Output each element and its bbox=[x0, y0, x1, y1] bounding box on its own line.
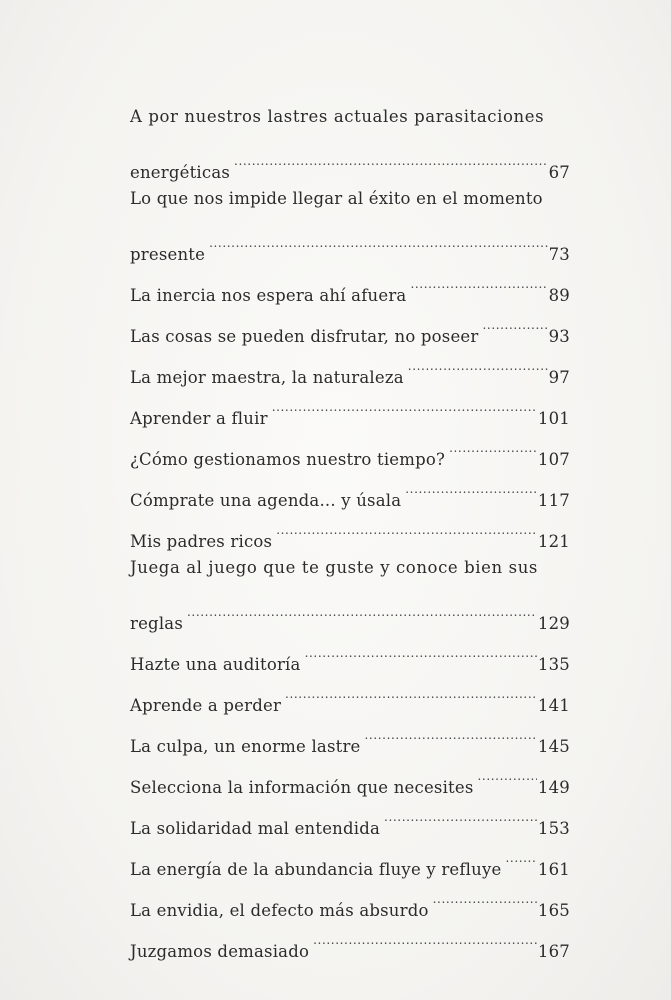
dot-leader bbox=[384, 793, 537, 834]
toc-entry-page: 135 bbox=[537, 655, 570, 674]
toc-entry-title: La inercia nos espera ahí afuera bbox=[130, 286, 407, 305]
toc-entry-page: 121 bbox=[537, 532, 570, 551]
toc-entry-page: 141 bbox=[537, 696, 570, 715]
dot-leader bbox=[408, 342, 548, 383]
toc-entry-title: Mis padres ricos bbox=[130, 532, 273, 551]
dot-leader bbox=[410, 260, 547, 301]
toc-entry-page: 149 bbox=[537, 778, 570, 797]
dot-leader bbox=[272, 383, 537, 424]
toc-entry-page: 107 bbox=[537, 450, 570, 469]
toc-entry-page: 67 bbox=[548, 163, 570, 182]
dot-leader bbox=[505, 834, 536, 875]
toc-entry-page: 153 bbox=[537, 819, 570, 838]
toc-entry bbox=[130, 629, 570, 674]
toc-entry-title: Selecciona la información que necesites bbox=[130, 778, 474, 797]
dot-leader bbox=[449, 424, 537, 465]
toc-entry-title: Aprende a perder bbox=[130, 696, 282, 715]
dot-leader bbox=[313, 916, 537, 957]
dot-leader bbox=[305, 629, 537, 670]
toc-entry-page: 73 bbox=[548, 245, 570, 264]
toc-entry-page: 93 bbox=[548, 327, 570, 346]
dot-leader bbox=[209, 219, 548, 260]
toc-entry bbox=[130, 178, 570, 264]
toc-entry-title: Las cosas se pueden disfrutar, no poseer bbox=[130, 327, 479, 346]
toc-entry-title-line-2: energéticas bbox=[130, 163, 231, 182]
dot-leader bbox=[276, 506, 537, 547]
toc-entry-page: 117 bbox=[537, 491, 570, 510]
dot-leader bbox=[482, 301, 547, 342]
dot-leader bbox=[187, 588, 537, 629]
dot-leader bbox=[405, 465, 537, 506]
toc-entry-page: 167 bbox=[537, 942, 570, 961]
toc-entry-page: 129 bbox=[537, 614, 570, 633]
toc-entry-page: 97 bbox=[548, 368, 570, 387]
toc-entry-title: ¿Cómo gestionamos nuestro tiempo? bbox=[130, 450, 446, 469]
toc-entry-title: La solidaridad mal entendida bbox=[130, 819, 381, 838]
toc-entry-page: 89 bbox=[548, 286, 570, 305]
toc-entry-title: Aprender a fluir bbox=[130, 409, 268, 428]
toc-entry-title: La envidia, el defecto más absurdo bbox=[130, 901, 429, 920]
dot-leader bbox=[478, 752, 537, 793]
toc-entry bbox=[130, 547, 570, 633]
toc-entry-title: La mejor maestra, la naturaleza bbox=[130, 368, 404, 387]
toc-entry-page: 161 bbox=[537, 860, 570, 879]
table-of-contents bbox=[130, 96, 570, 961]
toc-entry-title-line-1: Juega al juego que te guste y conoce bien sus bbox=[130, 558, 538, 577]
toc-entry-title: Hazte una auditoría bbox=[130, 655, 301, 674]
dot-leader bbox=[433, 875, 537, 916]
toc-entry-title: Cómprate una agenda... y úsala bbox=[130, 491, 402, 510]
toc-entry-page: 145 bbox=[537, 737, 570, 756]
toc-entry-title-line-1: A por nuestros lastres actuales parasitaciones bbox=[130, 107, 545, 126]
toc-entry-title: La culpa, un enorme lastre bbox=[130, 737, 361, 756]
toc-entry-page: 165 bbox=[537, 901, 570, 920]
toc-entry bbox=[130, 96, 570, 182]
toc-entry-title: Juzgamos demasiado bbox=[130, 942, 310, 961]
dot-leader bbox=[285, 670, 537, 711]
dot-leader bbox=[365, 711, 537, 752]
toc-entry-title-line-2: presente bbox=[130, 245, 206, 264]
toc-entry-title: La energía de la abundancia fluye y refluye bbox=[130, 860, 502, 879]
toc-entry-title-line-2: reglas bbox=[130, 614, 183, 633]
dot-leader bbox=[234, 137, 548, 178]
toc-entry-title-line-1: Lo que nos impide llegar al éxito en el momento bbox=[130, 189, 543, 208]
toc-entry-page: 101 bbox=[537, 409, 570, 428]
